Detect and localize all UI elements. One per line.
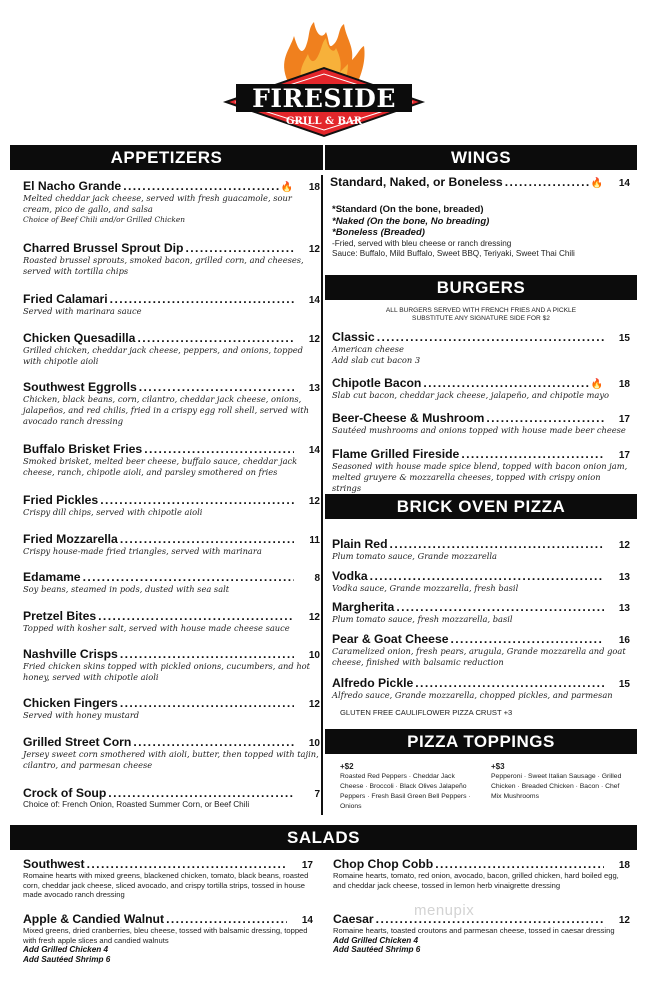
- item-description: Seasoned with house made spice blend, topped with bacon onion jam, melted gruyere & mozzarella cheeses, topped with crispy onion strings: [332, 461, 628, 493]
- menu-item: [332, 632, 630, 668]
- wings-sauces: Sauce: Buffalo, Mild Buffalo, Sweet BBQ, Teriyaki, Sweet Thai Chili: [332, 248, 575, 258]
- item-price: 14: [308, 445, 320, 456]
- toppings-header: PIZZA TOPPINGS: [325, 729, 637, 754]
- logo-graphic: [218, 20, 430, 140]
- item-price: 12: [308, 496, 320, 507]
- item-name: El Nacho Grande: [23, 179, 122, 193]
- menu-item: [332, 411, 630, 436]
- burgers-note: [330, 307, 632, 323]
- appetizers-header: APPETIZERS: [10, 145, 323, 170]
- item-name: Edamame: [23, 570, 81, 584]
- item-price: 14: [618, 178, 630, 189]
- logo-name: FIRESIDE: [252, 84, 396, 113]
- wings-option: *Standard (On the bone, breaded): [332, 204, 484, 215]
- toppings-list: Pepperoni · Sweet Italian Sausage · Grilled Chicken · Breaded Chicken · Bacon · Chef Mix Mushrooms: [491, 773, 622, 800]
- menu-item: [23, 696, 320, 721]
- item-name: Standard, Naked, or Boneless: [330, 175, 503, 189]
- menu-item: [23, 331, 320, 367]
- burgers-header: BURGERS: [325, 275, 637, 300]
- item-name: Pretzel Bites: [23, 609, 97, 623]
- item-price: 18: [308, 182, 320, 193]
- burgers-note-line: SUBSTITUTE ANY SIGNATURE SIDE FOR $2: [412, 315, 550, 322]
- item-description: Roasted brussel sprouts, smoked bacon, grilled corn, and cheeses, served with tortilla chips: [23, 255, 304, 276]
- item-description: Jersey sweet corn smothered with aioli, butter, then topped with tajin, cilantro, and parmesan cheese: [23, 749, 319, 770]
- item-name: Apple & Candied Walnut: [23, 912, 165, 926]
- wings-item: [330, 175, 630, 189]
- item-description: Crispy dill chips, served with chipotle aioli: [23, 507, 203, 517]
- item-name: Buffalo Brisket Fries: [23, 442, 143, 456]
- toppings-group-1: [340, 762, 480, 811]
- toppings-group-2: [491, 762, 631, 802]
- item-description: Served with honey mustard: [23, 710, 140, 720]
- item-price: 12: [618, 915, 630, 926]
- menu-item: [23, 857, 313, 900]
- menu-item: [23, 786, 320, 810]
- item-price: 10: [308, 738, 320, 749]
- item-description: Served with marinara sauce: [23, 306, 142, 316]
- item-description: Plum tomato sauce, fresh mozzarella, basil: [332, 614, 513, 624]
- item-price: 17: [618, 450, 630, 461]
- item-name: Plain Red: [332, 537, 388, 551]
- menu-item: [23, 380, 320, 426]
- item-price: 16: [618, 635, 630, 646]
- item-name: Crock of Soup: [23, 786, 107, 800]
- item-name: Caesar: [333, 912, 374, 926]
- item-name: Fried Pickles: [23, 493, 99, 507]
- menu-item: [23, 292, 320, 317]
- item-name: Margherita: [332, 600, 395, 614]
- item-price: 15: [618, 333, 630, 344]
- item-price: 12: [618, 540, 630, 551]
- item-name: Chicken Quesadilla: [23, 331, 136, 345]
- menu-item: [23, 735, 320, 771]
- item-price: 14: [301, 915, 313, 926]
- flame-icon: 🔥: [590, 379, 604, 390]
- menu-item: [332, 330, 630, 366]
- item-addon: Add Grilled Chicken 4: [333, 935, 419, 945]
- item-description: Caramelized onion, fresh pears, arugula, Grande mozzarella and goat cheese, finished with balsamic reduction: [332, 646, 626, 667]
- menu-item: [23, 442, 320, 478]
- item-addon: Add slab cut bacon 3: [332, 354, 421, 365]
- item-price: 11: [309, 535, 320, 546]
- menu-item: [332, 376, 630, 401]
- item-description: Vodka sauce, Grande mozzarella, fresh basil: [332, 583, 519, 593]
- item-price: 18: [618, 860, 630, 871]
- menu-item: [332, 569, 630, 594]
- gluten-free-note: [340, 708, 630, 718]
- item-name: Southwest: [23, 857, 85, 871]
- item-description: Plum tomato sauce, Grande mozzarella: [332, 551, 497, 561]
- item-price: 18: [618, 379, 630, 390]
- wings-served: -Fried, served with bleu cheese or ranch dressing: [332, 238, 512, 248]
- menu-item: [23, 647, 320, 683]
- pizza-header: BRICK OVEN PIZZA: [325, 494, 637, 519]
- menu-item: [332, 447, 630, 493]
- item-price: 17: [618, 414, 630, 425]
- item-price: 13: [618, 572, 630, 583]
- toppings-price: +$2: [340, 762, 354, 771]
- item-description: Romaine hearts, tomato, red onion, avocado, bacon, grilled chicken, hard boiled egg, and cheddar jack cheese, tossed in lemon herb vinaigrette dressing: [333, 871, 619, 890]
- item-price: 12: [308, 334, 320, 345]
- flame-icon: 🔥: [590, 178, 604, 189]
- item-addon: Add Grilled Chicken 4: [23, 945, 109, 955]
- item-price: 10: [308, 650, 320, 661]
- item-description: Crispy house-made fried triangles, served with marinara: [23, 546, 262, 556]
- burgers-note-line: ALL BURGERS SERVED WITH FRENCH FRIES AND A PICKLE: [385, 307, 577, 314]
- item-name: Fried Mozzarella: [23, 532, 118, 546]
- item-name: Chop Chop Cobb: [333, 857, 434, 871]
- logo-tagline: GRILL & BAR: [285, 116, 363, 127]
- item-note: Choice of Beef Chili and/or Grilled Chicken: [23, 214, 185, 224]
- item-price: 15: [618, 679, 630, 690]
- item-price: 13: [308, 383, 320, 394]
- item-name: Classic: [332, 330, 375, 344]
- menu-item: [332, 600, 630, 625]
- item-name: Chipotle Bacon: [332, 376, 422, 390]
- wings-options: [332, 204, 632, 259]
- item-description: Romaine hearts with mixed greens, blackened chicken, tomato, black beans, roasted corn, cheddar jack cheese, sliced avocado, and crispy tortilla strips, tossed in house made avocado ranch dressing: [23, 871, 309, 900]
- item-description: Sautéed mushrooms and onions topped with house made beer cheese: [332, 425, 626, 435]
- item-name: Pear & Goat Cheese: [332, 632, 449, 646]
- item-description: Romaine hearts, toasted croutons and parmesan cheese, tossed in caesar dressing: [333, 926, 615, 935]
- item-name: Alfredo Pickle: [332, 676, 414, 690]
- wings-option: *Naked (On the bone, No breading): [332, 215, 490, 227]
- item-description: Slab cut bacon, cheddar jack cheese, jalapeño, and chipotle mayo: [332, 390, 610, 400]
- item-description: Chicken, black beans, corn, cilantro, cheddar jack cheese, onions, jalapeños, and red chilis, fried in a crispy egg roll shell, served with avocado ranch dressing: [23, 394, 309, 426]
- item-description: Grilled chicken, cheddar jack cheese, peppers, and onions, topped with chipotle aioli: [23, 345, 303, 366]
- fireside-logo: [218, 20, 430, 140]
- item-name: Nashville Crisps: [23, 647, 118, 661]
- item-price: 12: [308, 612, 320, 623]
- menu-item: [23, 609, 320, 634]
- item-description: Choice of: French Onion, Roasted Summer Corn, or Beef Chili: [23, 800, 250, 809]
- menu-item: [23, 532, 320, 557]
- flame-icon: 🔥: [280, 182, 294, 193]
- item-description: Alfredo sauce, Grande mozzarella, chopped pickles, and parmesan: [332, 690, 613, 700]
- item-price: 14: [308, 295, 320, 306]
- item-name: Flame Grilled Fireside: [332, 447, 460, 461]
- toppings-list: Roasted Red Peppers · Cheddar Jack Cheese · Broccoli · Black Olives Jalapeño Peppers · Fresh Basil Green Bell Peppers · Onions: [340, 773, 471, 810]
- item-description: American cheese: [332, 344, 404, 354]
- item-addon: Add Sautéed Shrimp 6: [333, 945, 421, 955]
- item-name: Beer-Cheese & Mushroom: [332, 411, 485, 425]
- wings-option: *Boneless (Breaded): [332, 227, 425, 238]
- wings-header: WINGS: [325, 145, 637, 170]
- item-name: Grilled Street Corn: [23, 735, 132, 749]
- item-name: Chicken Fingers: [23, 696, 118, 710]
- item-name: Vodka: [332, 569, 368, 583]
- gluten-free-text: GLUTEN FREE CAULIFLOWER PIZZA CRUST +3: [340, 708, 513, 717]
- item-name: Charred Brussel Sprout Dip: [23, 241, 184, 255]
- menu-item: [333, 912, 630, 955]
- item-description: Topped with kosher salt, served with house made cheese sauce: [23, 623, 290, 633]
- item-price: 8: [314, 573, 320, 584]
- item-name: Southwest Eggrolls: [23, 380, 137, 394]
- menu-item: [333, 857, 630, 890]
- item-description: Fried chicken skins topped with pickled onions, cucumbers, and hot honey, served with chipotle aioli: [23, 661, 310, 682]
- item-description: Melted cheddar jack cheese, served with fresh guacamole, sour cream, pico de gallo, and salsa: [23, 193, 292, 214]
- toppings-price: +$3: [491, 762, 505, 771]
- item-description: Soy beans, steamed in pods, dusted with sea salt: [23, 584, 230, 594]
- item-price: 7: [314, 789, 320, 800]
- item-price: 12: [308, 244, 320, 255]
- item-description: Mixed greens, dried cranberries, bleu cheese, tossed with balsamic dressing, topped with fresh apple slices and candied walnuts: [23, 926, 308, 945]
- menu-item: [23, 912, 313, 964]
- item-name: Fried Calamari: [23, 292, 108, 306]
- menu-item: [23, 241, 320, 277]
- appetizers-column: [10, 175, 323, 815]
- menu-item: [332, 537, 630, 562]
- menu-item: [23, 179, 320, 224]
- menu-item: [23, 570, 320, 595]
- watermark: menupix: [414, 902, 475, 919]
- menu-item: [23, 493, 320, 518]
- salads-header: SALADS: [10, 825, 637, 850]
- item-description: Smoked brisket, melted beer cheese, buffalo sauce, cheddar jack cheese, ranch, chipotle aioli, and parsley smothered on fries: [23, 456, 298, 477]
- item-price: 17: [301, 860, 313, 871]
- item-price: 13: [618, 603, 630, 614]
- menu-item: [332, 676, 630, 701]
- item-addon: Add Sautéed Shrimp 6: [23, 954, 111, 964]
- item-price: 12: [308, 699, 320, 710]
